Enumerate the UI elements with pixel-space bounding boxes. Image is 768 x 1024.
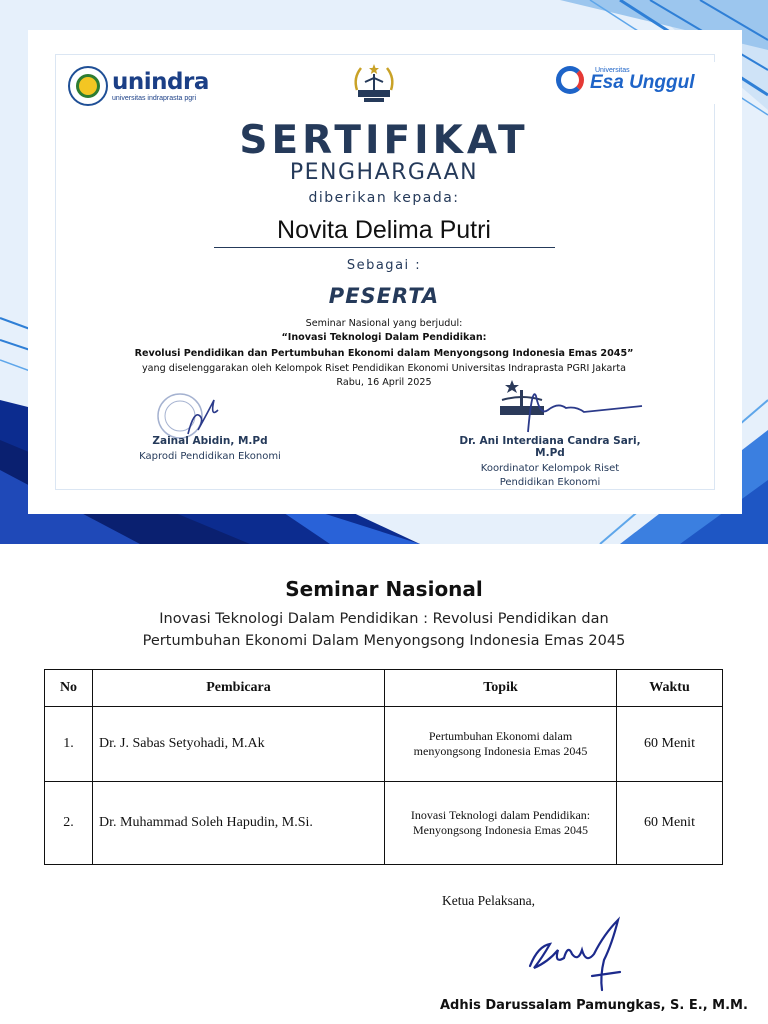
unindra-logo-subtitle: universitas indraprasta pgri <box>112 94 197 102</box>
recipient-name: Novita Delima Putri <box>277 216 491 244</box>
unindra-seal-icon <box>68 66 108 106</box>
schedule-subtitle-line1: Inovasi Teknologi Dalam Pendidikan : Revolusi Pendidikan dan <box>159 611 609 627</box>
row-topic <box>385 782 617 865</box>
right-stamp-signature-icon <box>492 376 652 442</box>
chair-signature-icon <box>524 914 634 994</box>
signer-right-role-line1: Koordinator Kelompok Riset <box>480 463 620 474</box>
column-header-topic: Topik <box>385 670 617 707</box>
esa-unggul-ring-icon <box>556 66 584 94</box>
event-intro: Seminar Nasional yang berjudul: <box>305 318 463 329</box>
row-topic <box>385 707 617 782</box>
table-row <box>45 782 723 865</box>
column-header-speaker: Pembicara <box>93 670 385 707</box>
event-title-line1: “Inovasi Teknologi Dalam Pendidikan: <box>281 332 487 343</box>
schedule-heading: Seminar Nasional <box>285 577 483 601</box>
signer-right <box>445 435 655 490</box>
event-organizer: yang diselenggarakan oleh Kelompok Riset Pendidikan Ekonomi Universitas Indraprasta PGRI Jakarta <box>141 363 626 374</box>
table-row <box>45 707 723 782</box>
row-number: 2. <box>45 782 93 865</box>
given-to-label: diberikan kepada: <box>308 190 460 206</box>
column-header-no: No <box>45 670 93 707</box>
row-time: 60 Menit <box>617 782 723 865</box>
row-topic-line2: menyongsong Indonesia Emas 2045 <box>413 744 588 758</box>
unindra-logo <box>68 66 209 106</box>
certificate-subtitle: PENGHARGAAN <box>289 160 479 185</box>
as-label: Sebagai : <box>346 258 422 273</box>
row-topic-line1: Inovasi Teknologi dalam Pendidikan: <box>410 808 591 822</box>
recipient-role: PESERTA <box>328 284 440 308</box>
esa-unggul-top-text: Universitas <box>595 67 630 74</box>
signer-left <box>110 435 310 464</box>
signer-left-name: Zainal Abidin, M.Pd <box>152 435 268 447</box>
chair-name: Adhis Darussalam Pamungkas, S. E., M.M. <box>440 998 748 1013</box>
unindra-logo-name: unindra <box>112 68 209 95</box>
recipient-underline <box>214 247 555 248</box>
schedule-subtitle-line2: Pertumbuhan Ekonomi Dalam Menyongsong Indonesia Emas 2045 <box>142 633 626 649</box>
row-topic-line1: Pertumbuhan Ekonomi dalam <box>428 729 573 743</box>
column-header-time: Waktu <box>617 670 723 707</box>
signer-right-role-line2: Pendidikan Ekonomi <box>499 477 601 488</box>
signer-left-role: Kaprodi Pendidikan Ekonomi <box>139 451 281 462</box>
certificate-title: SERTIFIKAT <box>239 118 529 163</box>
esa-unggul-name: Esa Unggul <box>590 72 695 93</box>
row-number: 1. <box>45 707 93 782</box>
row-speaker: Dr. J. Sabas Setyohadi, M.Ak <box>93 707 385 782</box>
event-title-line2: Revolusi Pendidikan dan Pertumbuhan Ekonomi dalam Menyongsong Indonesia Emas 2045” <box>134 348 634 359</box>
left-stamp-signature-icon <box>148 390 220 440</box>
schedule-table <box>44 669 723 865</box>
chair-label: Ketua Pelaksana, <box>442 893 535 908</box>
keristama-emblem-icon <box>349 60 399 110</box>
row-topic-line2: Menyongsong Indonesia Emas 2045 <box>413 823 588 837</box>
table-header-row <box>45 670 723 707</box>
esa-unggul-logo <box>553 62 718 104</box>
row-speaker: Dr. Muhammad Soleh Hapudin, M.Si. <box>93 782 385 865</box>
signer-right-name: Dr. Ani Interdiana Candra Sari, M.Pd <box>459 435 641 459</box>
row-time: 60 Menit <box>617 707 723 782</box>
event-date: Rabu, 16 April 2025 <box>336 377 432 388</box>
